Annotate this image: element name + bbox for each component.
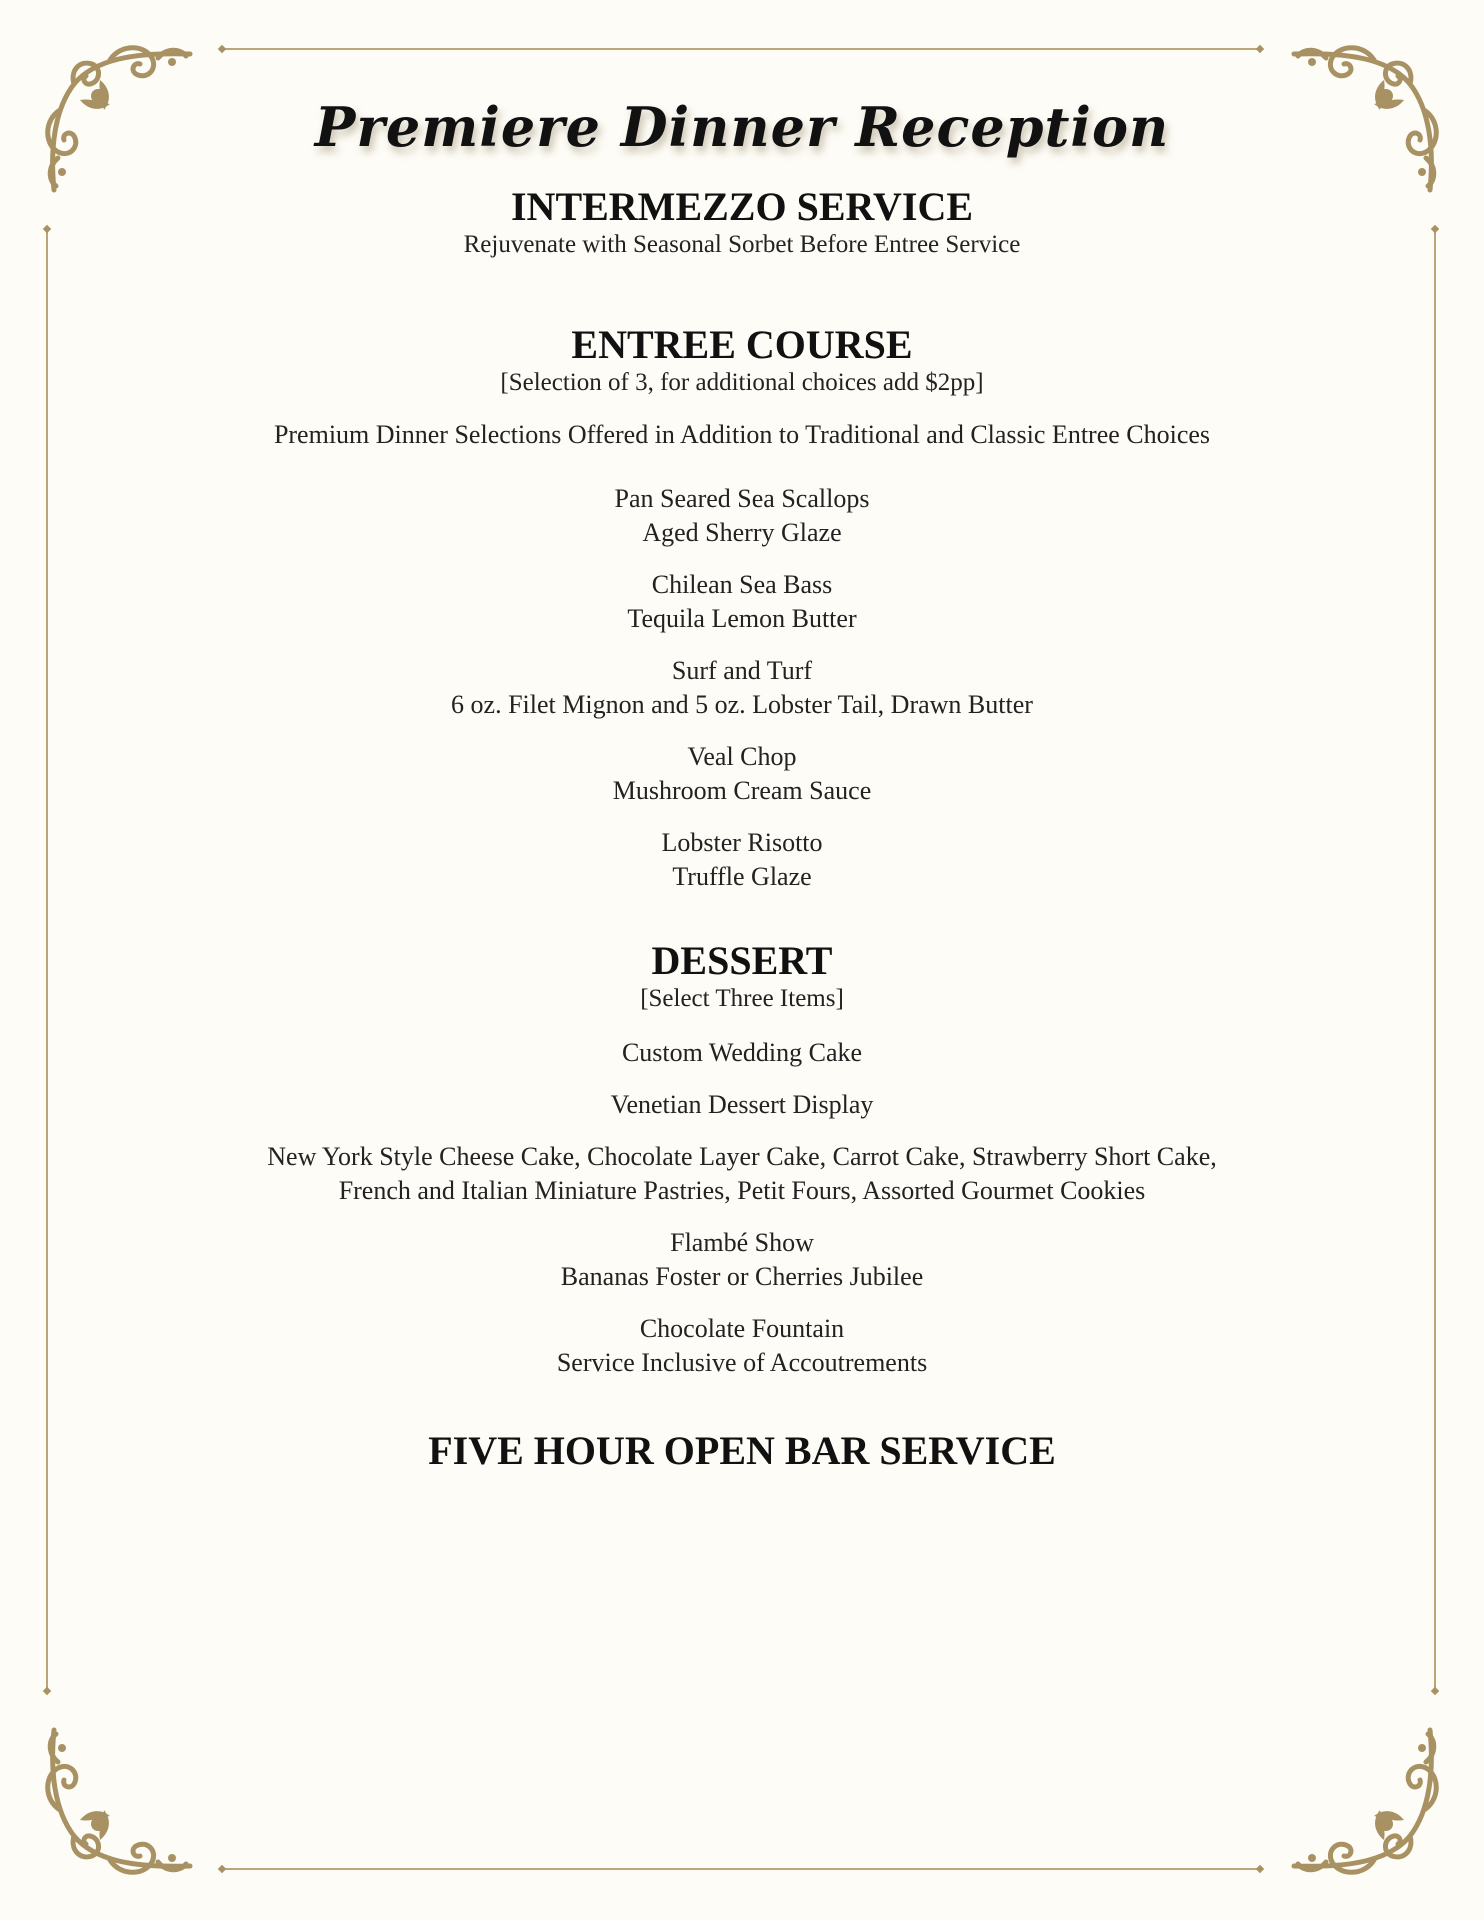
menu-item — [200, 654, 1284, 722]
frame-dot — [1256, 45, 1264, 53]
menu-item-name: Lobster Risotto — [661, 828, 823, 857]
frame-right-border — [1434, 230, 1436, 1690]
menu-item — [200, 826, 1284, 894]
menu-item-detail: Aged Sherry Glaze — [642, 518, 842, 547]
menu-item — [200, 568, 1284, 636]
frame-dot — [43, 1687, 51, 1695]
intermezzo-heading: INTERMEZZO SERVICE — [510, 184, 974, 229]
entree-heading: ENTREE COURSE — [571, 322, 913, 367]
dessert-item: Custom Wedding Cake — [621, 1038, 863, 1067]
menu-content — [200, 92, 1284, 1474]
frame-dot — [1256, 1865, 1264, 1873]
flourish-corner-icon — [40, 40, 196, 196]
intermezzo-subtitle: Rejuvenate with Seasonal Sorbet Before Entree Service — [463, 231, 1021, 258]
dessert-heading: DESSERT — [651, 938, 833, 983]
frame-bottom-border — [224, 1868, 1260, 1870]
menu-item-name: Chocolate Fountain — [639, 1314, 845, 1343]
menu-item-detail: 6 oz. Filet Mignon and 5 oz. Lobster Tail, Drawn Butter — [451, 690, 1033, 719]
bar-section — [200, 1428, 1284, 1474]
flourish-corner-icon — [1288, 1724, 1444, 1880]
dessert-note: [Select Three Items] — [640, 985, 844, 1012]
menu-item-name: Surf and Turf — [671, 656, 813, 685]
frame-dot — [1431, 1687, 1439, 1695]
flourish-corner-icon — [1288, 40, 1444, 196]
entree-note: [Selection of 3, for additional choices add $2pp] — [500, 369, 984, 396]
dessert-display-line: French and Italian Miniature Pastries, Petit Fours, Assorted Gourmet Cookies — [338, 1176, 1146, 1205]
menu-item-detail: Truffle Glaze — [672, 862, 812, 891]
menu-item-name: Chilean Sea Bass — [651, 570, 833, 599]
flourish-corner-icon — [40, 1724, 196, 1880]
frame-dot — [218, 1865, 226, 1873]
dessert-item: Venetian Dessert Display — [610, 1090, 874, 1119]
menu-item-detail: Service Inclusive of Accoutrements — [556, 1348, 928, 1377]
frame-dot — [218, 45, 226, 53]
bar-heading: FIVE HOUR OPEN BAR SERVICE — [428, 1428, 1056, 1473]
frame-left-border — [46, 230, 48, 1690]
menu-item-detail: Mushroom Cream Sauce — [612, 776, 872, 805]
dessert-display-line: New York Style Cheese Cake, Chocolate Layer Cake, Carrot Cake, Strawberry Short Cake, — [267, 1142, 1217, 1171]
frame-dot — [1431, 225, 1439, 233]
dessert-section — [200, 938, 1284, 1380]
menu-item — [200, 1226, 1284, 1294]
menu-item — [200, 1312, 1284, 1380]
entree-intro: Premium Dinner Selections Offered in Addition to Traditional and Classic Entree Choices — [273, 420, 1211, 449]
menu-item-name: Veal Chop — [687, 742, 797, 771]
menu-item-name: Pan Seared Sea Scallops — [614, 484, 870, 513]
menu-item — [200, 482, 1284, 550]
frame-dot — [43, 225, 51, 233]
entree-section — [200, 322, 1284, 894]
menu-item-detail: Bananas Foster or Cherries Jubilee — [560, 1262, 924, 1291]
menu-item-detail: Tequila Lemon Butter — [627, 604, 857, 633]
frame-top-border — [224, 48, 1260, 50]
page-title: Premiere Dinner Reception — [314, 95, 1170, 159]
menu-item-name: Flambé Show — [670, 1228, 814, 1257]
dessert-display-list — [200, 1140, 1284, 1208]
intermezzo-section — [200, 184, 1284, 260]
menu-item — [200, 740, 1284, 808]
